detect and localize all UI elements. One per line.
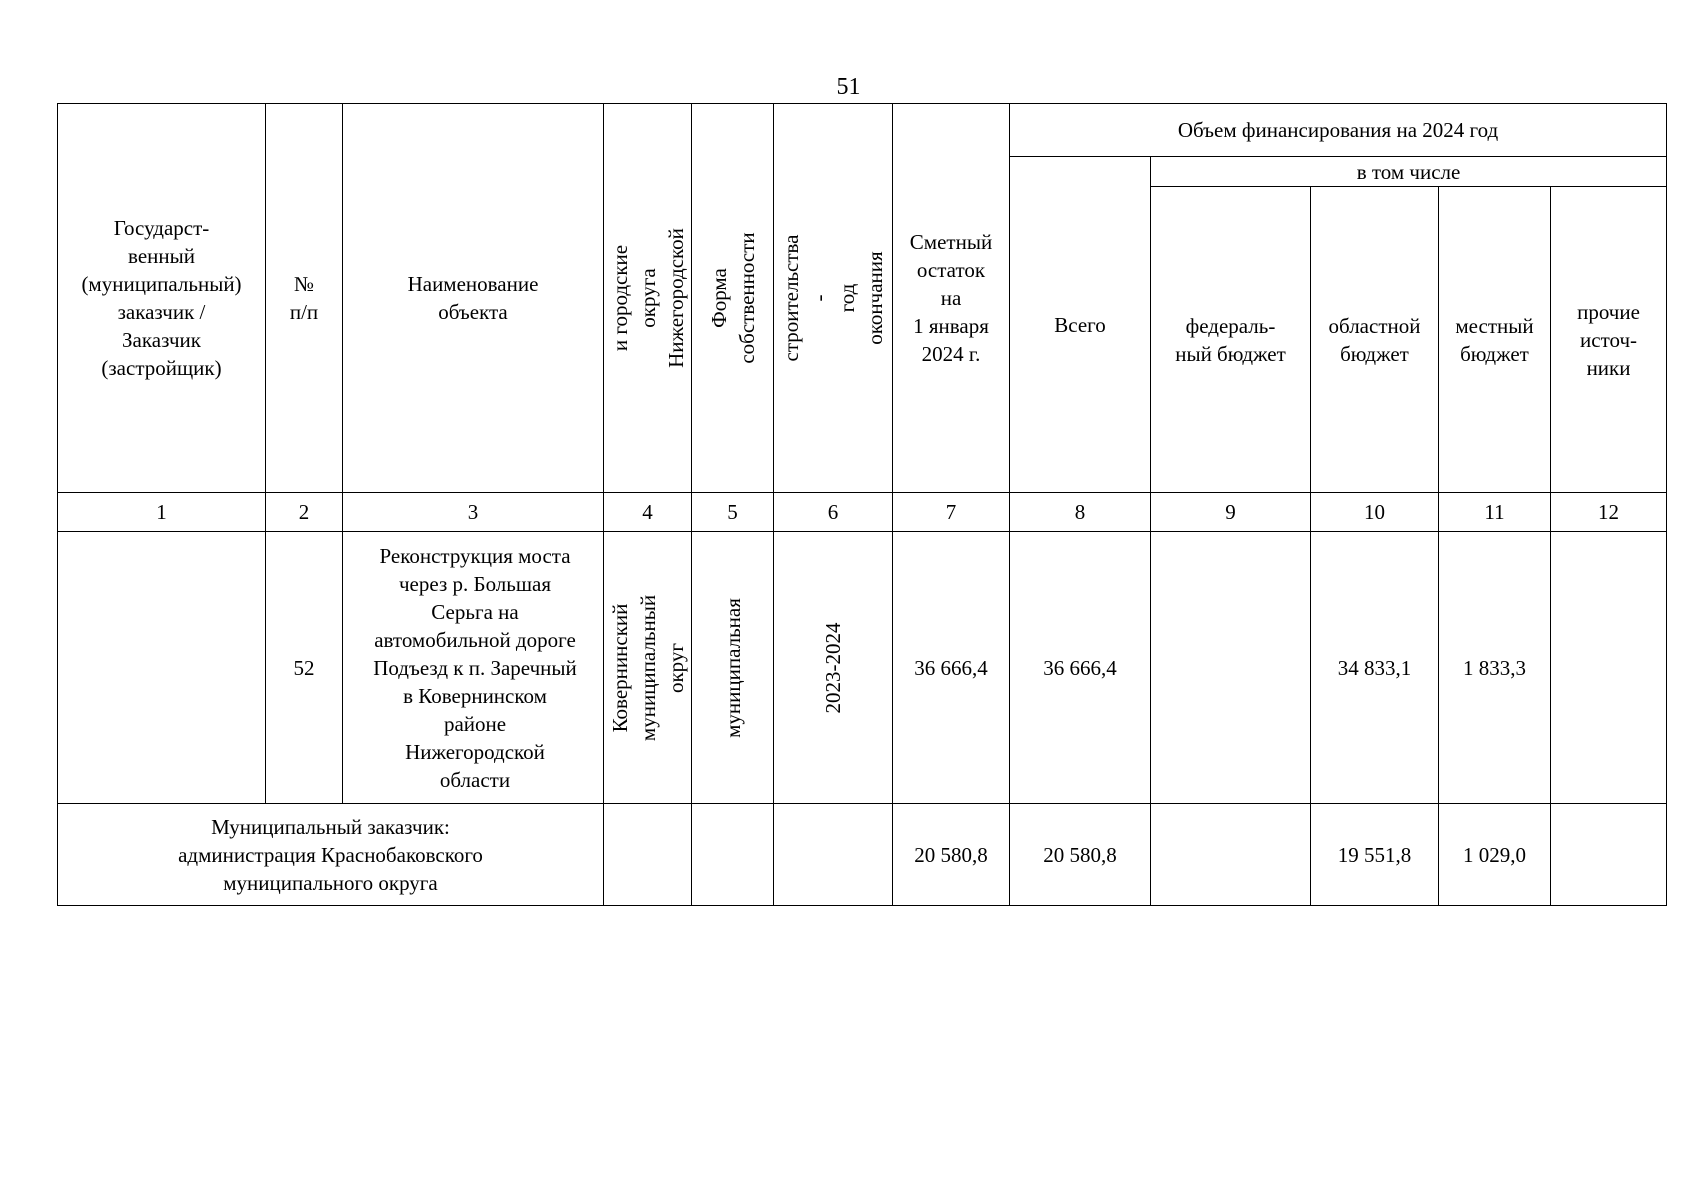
column-number: 4 bbox=[604, 493, 692, 532]
header-municipality: и городские округа Нижегородской bbox=[604, 104, 692, 493]
column-number: 3 bbox=[343, 493, 604, 532]
header-funding-group: Объем финансирования на 2024 год bbox=[1010, 104, 1667, 157]
summary-ownership bbox=[692, 804, 774, 906]
header-number: № п/п bbox=[266, 104, 343, 493]
header-other: прочие источ- ники bbox=[1551, 187, 1667, 493]
header-total: Всего bbox=[1010, 157, 1151, 493]
column-number: 8 bbox=[1010, 493, 1151, 532]
column-numbers-row bbox=[58, 493, 1667, 532]
cell-estimate: 36 666,4 bbox=[893, 532, 1010, 804]
summary-other bbox=[1551, 804, 1667, 906]
header-local: местный бюджет bbox=[1439, 187, 1551, 493]
table-row bbox=[58, 532, 1667, 804]
cell-regional: 34 833,1 bbox=[1311, 532, 1439, 804]
cell-object-name: Реконструкция моста через р. Большая Серьга на автомобильной дороге Подъезд к п. Заречный в Ковернинском районе Нижегородской области bbox=[343, 532, 604, 804]
header-federal: федераль- ный бюджет bbox=[1151, 187, 1311, 493]
column-number: 10 bbox=[1311, 493, 1439, 532]
summary-municipality bbox=[604, 804, 692, 906]
column-number: 7 bbox=[893, 493, 1010, 532]
column-number: 11 bbox=[1439, 493, 1551, 532]
cell-number: 52 bbox=[266, 532, 343, 804]
cell-municipality: Ковернинский муниципальный округ bbox=[604, 532, 692, 804]
header-regional: областной бюджет bbox=[1311, 187, 1439, 493]
header-including: в том числе bbox=[1151, 157, 1667, 187]
summary-local: 1 029,0 bbox=[1439, 804, 1551, 906]
cell-years: 2023-2024 bbox=[774, 532, 893, 804]
summary-total: 20 580,8 bbox=[1010, 804, 1151, 906]
cell-local: 1 833,3 bbox=[1439, 532, 1551, 804]
column-number: 5 bbox=[692, 493, 774, 532]
summary-estimate: 20 580,8 bbox=[893, 804, 1010, 906]
summary-label: Муниципальный заказчик: администрация Краснобаковского муниципального округа bbox=[58, 804, 604, 906]
header-customer: Государст- венный (муниципальный) заказчик / Заказчик (застройщик) bbox=[58, 104, 266, 493]
cell-customer bbox=[58, 532, 266, 804]
header-years: строительства - год окончания bbox=[774, 104, 893, 493]
column-number: 9 bbox=[1151, 493, 1311, 532]
header-ownership: Форма собственности bbox=[692, 104, 774, 493]
summary-years bbox=[774, 804, 893, 906]
investment-table bbox=[57, 103, 1667, 906]
summary-row bbox=[58, 804, 1667, 906]
column-number: 6 bbox=[774, 493, 893, 532]
header-row-1 bbox=[58, 104, 1667, 157]
cell-ownership: муниципальная bbox=[692, 532, 774, 804]
cell-federal bbox=[1151, 532, 1311, 804]
page-number: 51 bbox=[836, 74, 861, 100]
header-estimate: Сметный остаток на 1 января 2024 г. bbox=[893, 104, 1010, 493]
header-object-name: Наименование объекта bbox=[343, 104, 604, 493]
column-number: 1 bbox=[58, 493, 266, 532]
cell-other bbox=[1551, 532, 1667, 804]
summary-federal bbox=[1151, 804, 1311, 906]
column-number: 2 bbox=[266, 493, 343, 532]
column-number: 12 bbox=[1551, 493, 1667, 532]
summary-regional: 19 551,8 bbox=[1311, 804, 1439, 906]
cell-total: 36 666,4 bbox=[1010, 532, 1151, 804]
